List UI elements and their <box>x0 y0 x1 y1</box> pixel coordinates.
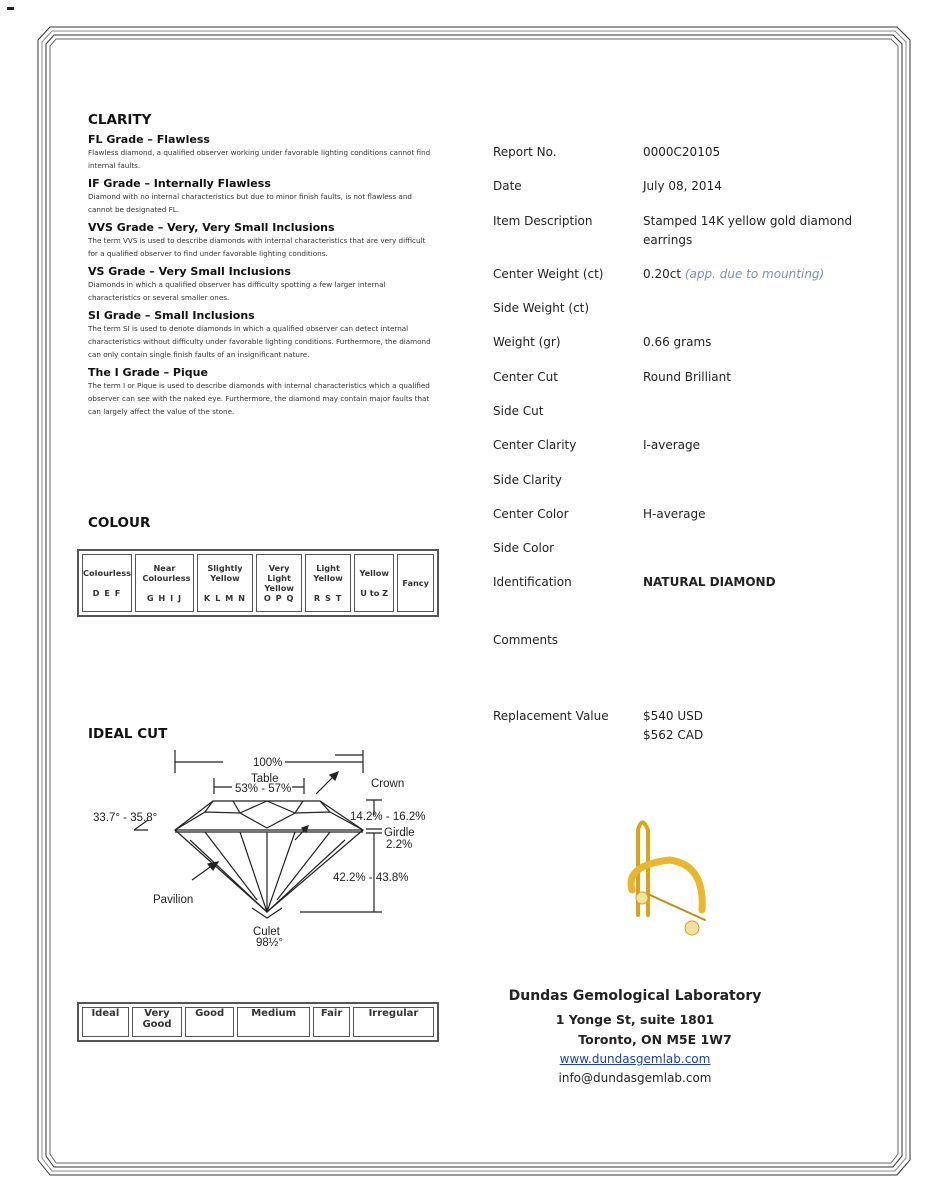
side-color-label: Side Color <box>493 541 555 555</box>
crown-height-label: 14.2% - 16.2% <box>350 811 426 823</box>
width-label: 100% <box>253 757 283 769</box>
clarity-grade <box>88 221 433 265</box>
center-weight-value: 0.20ct (app. due to mounting) <box>643 267 825 281</box>
colour-cell: Slightly Yellow K L M N <box>197 554 253 612</box>
clarity-grade <box>88 366 433 418</box>
side-clarity-label: Side Clarity <box>493 473 562 487</box>
grade-heading: SI Grade – Small Inclusions <box>88 309 255 322</box>
colour-title: COLOUR <box>88 515 151 531</box>
lab-address-line2: Toronto, ON M5E 1W7 <box>578 1032 732 1047</box>
side-weight-label: Side Weight (ct) <box>493 301 590 315</box>
grade-text: Diamonds in which a qualified observer has difficulty spotting a few larger internal characteristics or several smaller ones. <box>88 280 386 302</box>
diamond-proportions-diagram <box>80 740 440 960</box>
cut-grade-cell: Good <box>185 1007 234 1037</box>
colour-cell: Near Colourless G H I J <box>135 554 194 612</box>
grade-text: Diamond with no internal characteristics but due to minor finish faults, is not flawless and cannot be designated FL. <box>88 192 412 214</box>
table-label: Table <box>251 773 279 785</box>
colour-scale-table <box>77 549 439 617</box>
lab-email: info@dundasgemlab.com <box>558 1071 712 1085</box>
clarity-grade <box>88 177 433 221</box>
grade-heading: The I Grade – Pique <box>88 366 208 379</box>
grade-heading: IF Grade – Internally Flawless <box>88 177 271 190</box>
earrings-photo <box>610 810 720 940</box>
cut-grade-cell: Fair <box>313 1007 350 1037</box>
item-description-label: Item Description <box>493 214 593 228</box>
table-value: 53% - 57% <box>235 783 292 795</box>
side-cut-label: Side Cut <box>493 404 544 418</box>
girdle-value: 2.2% <box>386 839 413 851</box>
grade-heading: FL Grade – Flawless <box>88 133 210 146</box>
pavilion-depth-label: 42.2% - 43.8% <box>333 872 409 884</box>
center-clarity-value: I-average <box>643 438 700 452</box>
colour-cell: Very Light Yellow O P Q <box>256 554 302 612</box>
cut-grade-cell: Medium <box>237 1007 310 1037</box>
date-label: Date <box>493 179 522 193</box>
replacement-value-cad: $562 CAD <box>643 728 704 742</box>
culet-label: Culet <box>253 926 280 938</box>
clarity-title: CLARITY <box>88 112 152 128</box>
clarity-grade <box>88 309 433 366</box>
date-value: July 08, 2014 <box>643 179 722 193</box>
clarity-section <box>88 133 433 418</box>
weight-gr-label: Weight (gr) <box>493 335 561 349</box>
colour-cell: Yellow U to Z <box>354 554 394 612</box>
identification-label: Identification <box>493 575 572 589</box>
center-color-value: H-average <box>643 507 706 521</box>
lab-address-line1: 1 Yonge St, suite 1801 <box>555 1012 715 1027</box>
center-color-label: Center Color <box>493 507 569 521</box>
center-cut-label: Center Cut <box>493 370 558 384</box>
crown-angle-label: 33.7° - 35.8° <box>93 812 158 824</box>
lab-name: Dundas Gemological Laboratory <box>508 988 762 1004</box>
center-cut-value: Round Brilliant <box>643 370 731 384</box>
grade-heading: VVS Grade – Very, Very Small Inclusions <box>88 221 335 234</box>
ideal-cut-title: IDEAL CUT <box>88 726 168 742</box>
culet-value: 98½° <box>256 937 283 949</box>
clarity-grade <box>88 133 433 177</box>
cut-grade-cell: Ideal <box>82 1007 129 1037</box>
colour-cell: Colourless D E F <box>82 554 132 612</box>
item-description-value: Stamped 14K yellow gold diamond earrings <box>643 214 853 247</box>
replacement-value-label: Replacement Value <box>493 709 609 723</box>
crown-label: Crown <box>371 778 405 790</box>
grade-text: Flawless diamond, a qualified observer working under favorable lighting conditions cannot find internal faults. <box>88 148 431 170</box>
center-clarity-label: Center Clarity <box>493 438 577 452</box>
cut-grade-cell: Irregular <box>353 1007 434 1037</box>
pavilion-label: Pavilion <box>153 894 194 906</box>
replacement-value-usd: $540 USD <box>643 709 703 723</box>
report-no-value: 0000C20105 <box>643 145 721 159</box>
cut-grade-cell: Very Good <box>132 1007 183 1037</box>
grade-text: The term VVS is used to describe diamonds with internal characteristics that are very difficult for a qualified observer to find under favorable lighting conditions. <box>88 236 426 258</box>
colour-cell: Light Yellow R S T <box>305 554 351 612</box>
identification-value: NATURAL DIAMOND <box>643 575 776 589</box>
lab-website-link[interactable]: www.dundasgemlab.com <box>559 1052 711 1066</box>
comments-label: Comments <box>493 633 559 647</box>
clarity-grade <box>88 265 433 309</box>
report-no-label: Report No. <box>493 145 557 159</box>
colour-cell: Fancy <box>397 554 434 612</box>
weight-note: (app. due to mounting) <box>684 267 825 281</box>
grade-text: The term SI is used to denote diamonds in which a qualified observer can detect internal characteristics without difficulty under favorable lighting conditions. Furthermore, the diamond can only contain single finish faults of an insignificant nature. <box>88 324 431 359</box>
center-weight-label: Center Weight (ct) <box>493 267 604 281</box>
grade-text: The term I or Pique is used to describe diamonds with internal characteristics which a qualified observer can see with the naked eye. Furthermore, the diamond may contain major faults that can largely affect the value of the stone. <box>88 381 430 416</box>
grade-heading: VS Grade – Very Small Inclusions <box>88 265 291 278</box>
weight-gr-value: 0.66 grams <box>643 335 712 349</box>
girdle-label: Girdle <box>384 827 415 839</box>
cut-grade-table <box>77 1002 439 1042</box>
